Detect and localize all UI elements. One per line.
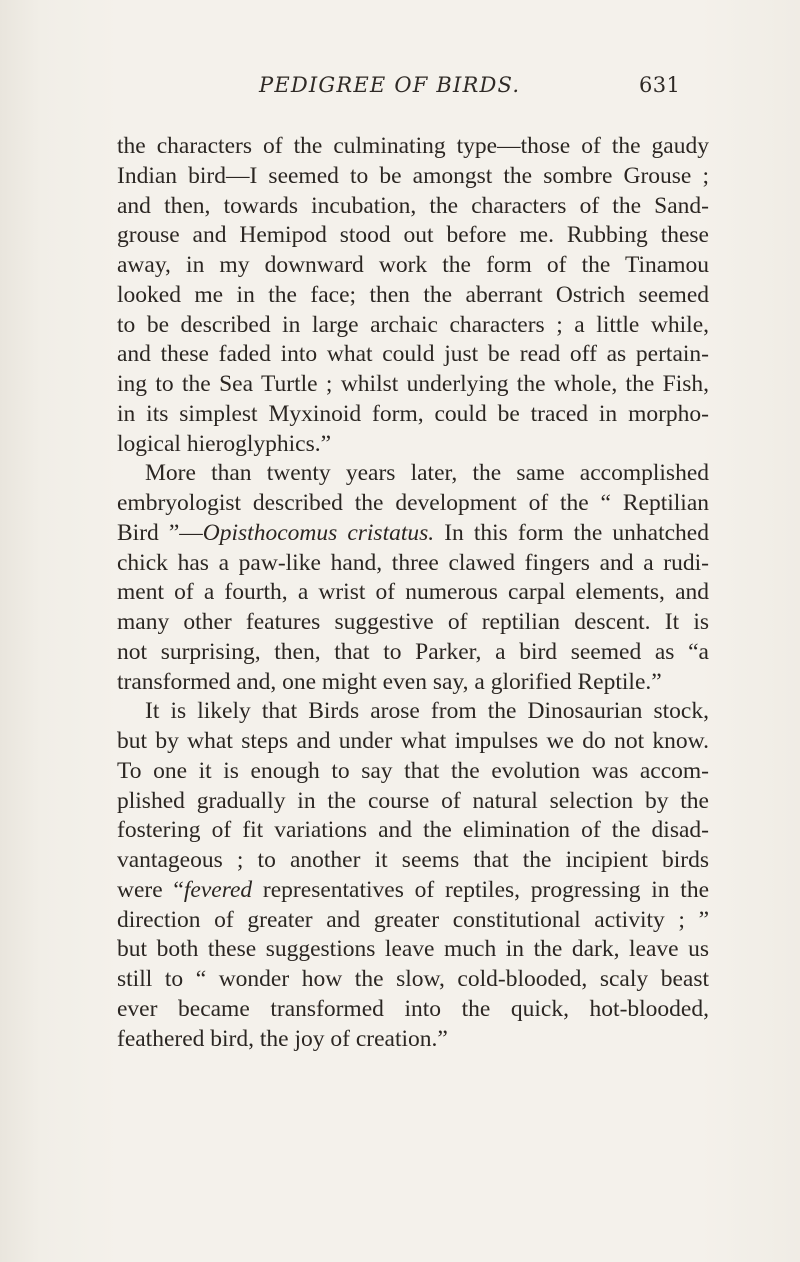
text-line [117,727,709,757]
text-line [117,162,709,192]
text-line [117,519,709,549]
text-line [117,192,709,222]
text-segment: many other features suggestive of reptilian descent. It is [117,609,709,635]
text-line [117,757,709,787]
text-segment: and then, towards incubation, the characters of the Sand- [117,192,709,219]
text-segment: fostering of fit variations and the elimination of the disad- [117,817,709,844]
text-line [117,281,709,311]
text-line [117,430,709,460]
text-line [117,876,709,906]
text-line [117,132,709,162]
text-segment: feathered bird, the joy of creation.” [117,1025,448,1052]
text-segment: not surprising, then, that to Parker, a bird seemed as “a [117,638,709,665]
text-segment: representatives of reptiles, progressing in the [252,876,709,903]
text-line [117,578,709,608]
text-line [117,787,709,817]
text-line [117,370,709,400]
text-segment: to be described in large archaic characters ; a little while, [117,311,709,338]
text-line [117,697,709,727]
italic-text: Opisthocomus cristatus. [202,519,435,546]
text-segment: In this form the unhatched [434,519,709,546]
text-line [117,608,709,638]
text-line [117,846,709,876]
text-segment: Bird ”— [117,519,203,546]
running-title: PEDIGREE OF BIRDS. [259,73,521,97]
text-line [117,251,709,281]
text-segment: chick has a paw-like hand, three clawed fingers and a rudi- [117,549,709,576]
text-line [117,816,709,846]
text-line [117,549,709,579]
text-segment: and these faded into what could just be read off as pertain- [117,341,709,368]
text-line [117,400,709,430]
text-segment: but both these suggestions leave much in the dark, leave us [117,936,709,963]
text-line [117,668,709,698]
text-segment: direction of greater and greater constitutional activity ; ” [117,906,709,933]
text-line [117,1025,709,1055]
text-segment: in its simplest Myxinoid form, could be traced in morpho- [117,400,709,427]
text-segment: away, in my downward work the form of the Tinamou [117,252,709,278]
text-line [117,340,709,370]
text-segment: grouse and Hemipod stood out before me. Rubbing these [117,222,709,249]
text-segment: vantageous ; to another it seems that the incipient birds [117,847,709,873]
text-line [117,311,709,341]
text-segment: looked me in the face; then the aberrant Ostrich seemed [117,281,709,308]
text-segment: It is likely that Birds arose from the Dinosaurian stock, [145,698,709,725]
text-segment: ment of a fourth, a wrist of numerous carpal elements, and [117,579,709,606]
running-head [0,73,800,107]
text-segment: plished gradually in the course of natural selection by the [117,787,709,814]
text-segment: still to “ wonder how the slow, cold-blooded, scaly beast [117,966,709,992]
text-segment: were “ [117,876,184,903]
text-segment: Indian bird—I seemed to be amongst the sombre Grouse ; [117,162,709,189]
text-segment: ing to the Sea Turtle ; whilst underlying the whole, the Fish, [117,371,709,397]
italic-text: fevered [183,876,253,903]
text-segment: logical hieroglyphics.” [117,430,332,457]
text-line [117,489,709,519]
text-segment: but by what steps and under what impulses we do not know. [117,728,709,754]
text-segment: More than twenty years later, the same accomplished [145,460,709,487]
text-line [117,995,709,1025]
text-line [117,965,709,995]
text-segment: embryologist described the development of the “ Reptilian [117,490,709,516]
body-text [117,132,709,1054]
text-segment: transformed and, one might even say, a glorified Reptile.” [117,668,662,695]
text-line [117,906,709,936]
text-segment: To one it is enough to say that the evolution was accom- [117,757,709,784]
text-segment: the characters of the culminating type—those of the gaudy [117,133,709,159]
text-line [117,459,709,489]
text-line [117,935,709,965]
text-line [117,221,709,251]
text-line [117,638,709,668]
text-segment: ever became transformed into the quick, hot-blooded, [117,995,709,1022]
page-number: 631 [639,73,681,97]
